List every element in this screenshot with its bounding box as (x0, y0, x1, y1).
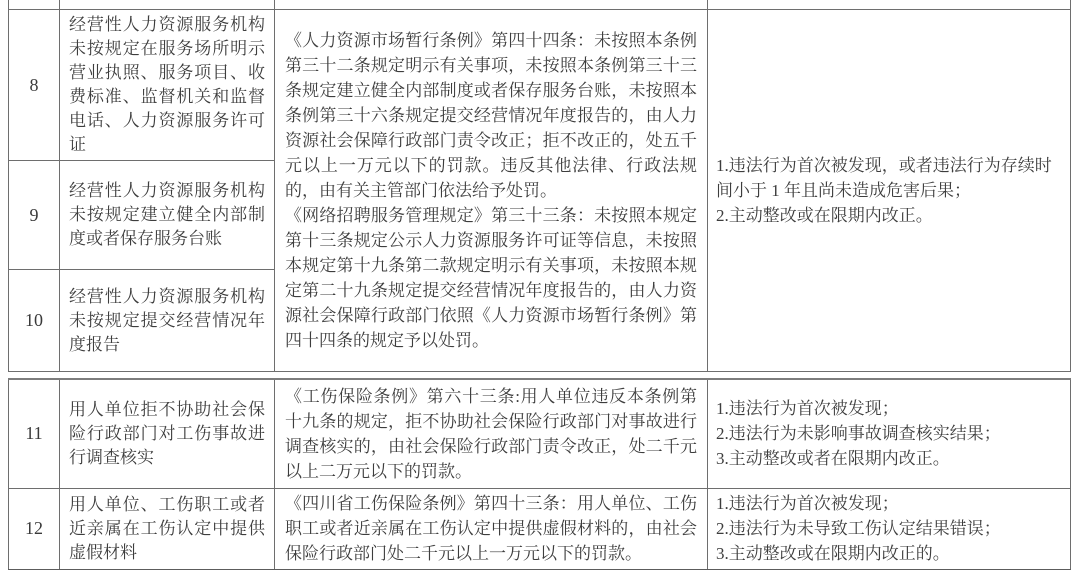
condition-item: 2.违法行为未导致工伤认定结果错误； (716, 519, 1001, 538)
penalty-table-lower (8, 378, 1071, 570)
legal-basis-cell (275, 10, 708, 372)
table-row-12 (9, 488, 1071, 569)
clipped-cell (275, 0, 708, 10)
conditions-cell (708, 488, 1071, 569)
table-row-8 (9, 10, 1071, 161)
condition-item: 3.主动整改或在限期内改正的。 (716, 544, 950, 563)
clipped-cell (60, 0, 275, 10)
legal-basis-paragraph: 《人力资源市场暂行条例》第四十四条：未按照本条例第三十二条规定明示有关事项，未按照本条例第三十三条规定建立健全内部制度或者保存服务台账，未按照本条例第三十六条规定提交经营情况年度报告的，由人力资源社会保障行政部门责令改正；拒不改正的，处五千元以上一万元以下的罚款。违反其他法律、行政法规的，由有关主管部门依法给予处罚。 (285, 31, 697, 200)
violation-cell: 用人单位、工伤职工或者近亲属在工伤认定中提供虚假材料 (60, 488, 275, 569)
conditions-cell (708, 379, 1071, 488)
clipped-cell (708, 0, 1071, 10)
legal-basis-cell (275, 488, 708, 569)
row-number: 11 (9, 379, 60, 488)
row-number: 9 (9, 161, 60, 270)
violation-cell: 用人单位拒不协助社会保险行政部门对工伤事故进行调查核实 (60, 379, 275, 488)
clipped-row (9, 0, 1071, 10)
row-number: 10 (9, 270, 60, 372)
row-number: 12 (9, 488, 60, 569)
condition-item: 3.主动整改或者在限期内改正。 (716, 449, 950, 469)
violation-cell: 经营性人力资源服务机构未按规定建立健全内部制度或者保存服务台账 (60, 161, 275, 270)
condition-item: 1.违法行为首次被发现，或者违法行为存续时间小于 1 年且尚未造成危害后果； (716, 156, 1052, 200)
violation-cell: 经营性人力资源服务机构未按规定在服务场所明示营业执照、服务项目、收费标准、监督机关和监督电话、人力资源服务许可证 (60, 10, 275, 161)
violation-cell: 经营性人力资源服务机构未按规定提交经营情况年度报告 (60, 270, 275, 372)
clipped-cell (9, 0, 60, 10)
row-number: 8 (9, 10, 60, 161)
penalty-table-upper (8, 0, 1071, 372)
legal-basis-paragraph: 《工伤保险条例》第六十三条:用人单位违反本条例第十九条的规定，拒不协助社会保险行政部门对事故进行调查核实的，由社会保险行政部门责令改正，处二千元以上二万元以下的罚款。 (285, 386, 697, 481)
condition-item: 2.违法行为未影响事故调查核实结果； (716, 424, 1001, 444)
legal-basis-paragraph: 《四川省工伤保险条例》第四十三条：用人单位、工伤职工或者近亲属在工伤认定中提供虚假材料的，由社会保险行政部门处二千元以上一万元以下的罚款。 (285, 494, 697, 563)
condition-item: 1.违法行为首次被发现； (716, 399, 899, 419)
condition-item: 1.违法行为首次被发现； (716, 494, 899, 513)
table-row-11 (9, 379, 1071, 488)
condition-item: 2.主动整改或在限期内改正。 (716, 206, 933, 225)
conditions-cell (708, 10, 1071, 372)
legal-basis-paragraph: 《网络招聘服务管理规定》第三十三条：未按照本规定第十三条规定公示人力资源服务许可证等信息，未按照本规定第十九条第二款规定明示有关事项，未按照本规定第二十九条规定提交经营情况年度报告的，由人力资源社会保障行政部门依照《人力资源市场暂行条例》第四十四条的规定予以处罚。 (285, 206, 697, 350)
legal-basis-cell (275, 379, 708, 488)
